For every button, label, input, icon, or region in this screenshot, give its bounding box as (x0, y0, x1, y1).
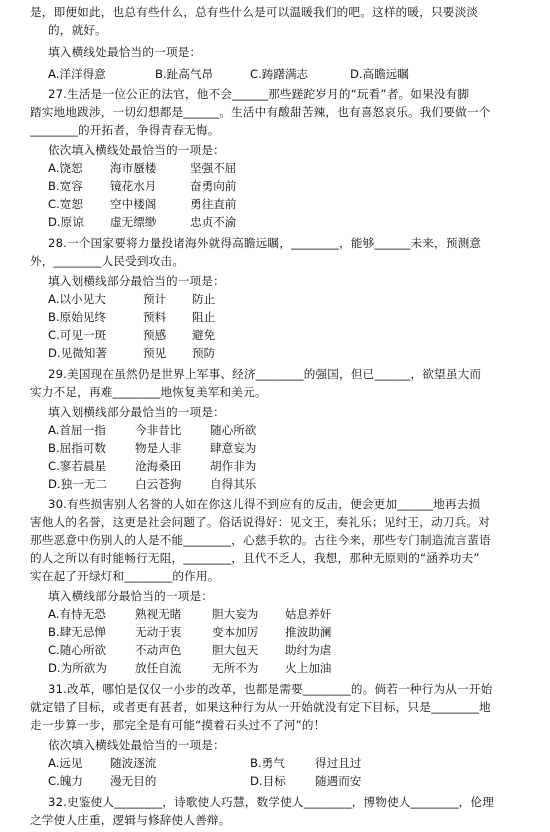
option-b: B.趾高气昂 (155, 67, 214, 81)
option-c: C.魄力 (48, 774, 83, 788)
option-b-word: 无动于衷 (135, 625, 182, 639)
option-d-word: 白云苍狗 (135, 477, 182, 491)
question-27-line: 踏实地地跋涉，一切幻想都是______。生活中有酸甜苦辣，也有喜怒哀乐。我们要做一个 (30, 105, 491, 119)
question-27-line: 27.生活是一位公正的法官，他不会______那些蹉跎岁月的“玩看”者。如果没有脚 (48, 87, 470, 101)
option-a-word: 海市蜃楼 (110, 161, 157, 175)
question-29-line: 29.美国现在虽然仍是世界上军事、经济________的强国，但已______，欲望虽大而 (48, 367, 482, 381)
option-a: A.首屈一指 (48, 423, 106, 437)
option-a-word: 姑息养奸 (285, 607, 332, 621)
paragraph-line: 是，即便如此，也总有些什么，总有些什么是可以温暖我们的吧。这样的暖，只要淡淡 (30, 5, 479, 19)
question-31-line: 就定错了目标，或者更有甚者，如果这种行为从一开始就没有定下目标，只是________地 (30, 700, 491, 714)
option-b: B.屈指可数 (48, 441, 107, 455)
option-a-word: 胆大妄为 (212, 607, 259, 621)
question-28-line: 外，________人民受到攻击。 (30, 254, 185, 268)
question-prompt: 依次填入横线处最恰当的一项是： (48, 143, 225, 157)
option-a: A.饶恕 (48, 161, 83, 175)
question-28-line: 28.一个国家要将力量投诸海外就得高瞻远瞩，________，能够______未来，预测意 (48, 236, 482, 250)
option-a-word: 随波逐流 (110, 756, 157, 770)
option-b-word: 奋勇向前 (190, 179, 237, 193)
option-c-word: 助纣为虐 (285, 643, 332, 657)
option-b-word: 物是人非 (135, 441, 182, 455)
option-b-word: 肆意妄为 (210, 441, 257, 455)
question-31-line: 31.改革，哪怕是仅仅一小步的改革，也都是需要________的。倘若一种行为从一开始 (48, 682, 493, 696)
option-a: A.以小见大 (48, 292, 106, 306)
question-32-line: 32.史鉴使人________，诗歌使人巧慧，数学使人________，博物使人________，伦理 (48, 795, 495, 809)
option-c: C.可见一斑 (48, 328, 107, 342)
option-a-word: 预计 (143, 292, 167, 306)
option-d-word: 自得其乐 (210, 477, 257, 491)
option-d: D.原谅 (48, 215, 84, 229)
option-d: D.目标 (250, 774, 286, 788)
question-prompt: 填入横线部分最恰当的一项是： (48, 589, 214, 603)
paragraph-line: 的，就好。 (48, 23, 107, 37)
question-32-line: 之学使人庄重，逻辑与修辞使人善辩。 (30, 813, 231, 827)
option-d-word: 随遇而安 (315, 774, 362, 788)
question-30-line: 30.有些损害别人名誉的人如在你这儿得不到应有的反击，便会更加______地再去损 (48, 497, 481, 511)
option-c-word: 漫无目的 (110, 774, 157, 788)
option-b-word: 镜花水月 (110, 179, 157, 193)
option-d-word: 放任自流 (135, 661, 182, 675)
question-30-line: 那些恶意中伤别人的人是不能________，心慈手软的。古往今来，那些专门制造流言蜚语 (30, 533, 491, 547)
option-b: B.勇气 (250, 756, 285, 770)
option-d-word: 预见 (143, 346, 167, 360)
option-b: B.肆无忌惮 (48, 625, 107, 639)
option-a-word: 随心所欲 (210, 423, 257, 437)
question-29-line: 实力不足，再难________地恢复美军和美元。 (30, 385, 267, 399)
option-a-word: 熟视无睹 (135, 607, 182, 621)
question-30-line: 实在起了开绿灯和________的作用。 (30, 569, 220, 583)
option-b: B.宽容 (48, 179, 83, 193)
option-d: D.独一无二 (48, 477, 107, 491)
question-30-line: 的人之所以有时能畅行无阻，________，且代不乏人，我想，那种无原则的“涵养功夫” (30, 551, 480, 565)
option-b: B.原始见终 (48, 310, 107, 324)
option-c-word: 胆大包天 (212, 643, 259, 657)
option-d-word: 虚无缥缈 (110, 215, 157, 229)
option-c-word: 空中楼阁 (110, 197, 157, 211)
option-c-word: 胡作非为 (210, 459, 257, 473)
option-b-word: 得过且过 (315, 756, 362, 770)
option-d-word: 无所不为 (212, 661, 259, 675)
option-b-word: 预料 (143, 310, 167, 324)
question-prompt: 依次填入横线处最恰当的一项是： (48, 738, 225, 752)
option-d-word: 火上加油 (285, 661, 332, 675)
option-c: C.宽恕 (48, 197, 83, 211)
question-31-line: 走一步算一步，那完全是有可能“摸着石头过不了河”的！ (30, 718, 326, 732)
option-b-word: 变本加厉 (212, 625, 259, 639)
option-c: C.随心所欲 (48, 643, 107, 657)
option-a-word: 坚强不屈 (190, 161, 237, 175)
option-a: A.洋洋得意 (48, 67, 106, 81)
option-c-word: 沧海桑田 (135, 459, 182, 473)
option-d-word: 忠贞不渝 (190, 215, 237, 229)
option-c-word: 不动声色 (135, 643, 182, 657)
option-c: C.寥若晨星 (48, 459, 107, 473)
option-b-word: 阻止 (192, 310, 216, 324)
question-prompt: 填入划横线部分最恰当的一项是： (48, 405, 225, 419)
option-d-word: 预防 (192, 346, 216, 360)
question-27-line: ________的开拓者，争得青春无悔。 (30, 123, 220, 137)
option-d: D.为所欲为 (48, 661, 107, 675)
question-prompt: 填入划横线部分最恰当的一项是： (48, 274, 225, 288)
option-d: D.高瞻远瞩 (350, 67, 409, 81)
option-a: A.远见 (48, 756, 83, 770)
option-b-word: 推波助澜 (285, 625, 332, 639)
option-c-word: 勇往直前 (190, 197, 237, 211)
question-30-line: 害他人的名誉，这更是社会问题了。俗话说得好：见文王，奏礼乐；见纣王，动刀兵。对 (30, 515, 490, 529)
option-a-word: 防止 (192, 292, 216, 306)
option-a-word: 今非昔比 (135, 423, 182, 437)
option-a: A.有恃无恐 (48, 607, 106, 621)
question-prompt: 填入横线处最恰当的一项是： (48, 45, 202, 59)
option-d: D.见微知著 (48, 346, 107, 360)
option-c-word: 避免 (192, 328, 216, 342)
option-c-word: 预感 (143, 328, 167, 342)
option-c: C.踌躇满志 (250, 67, 309, 81)
